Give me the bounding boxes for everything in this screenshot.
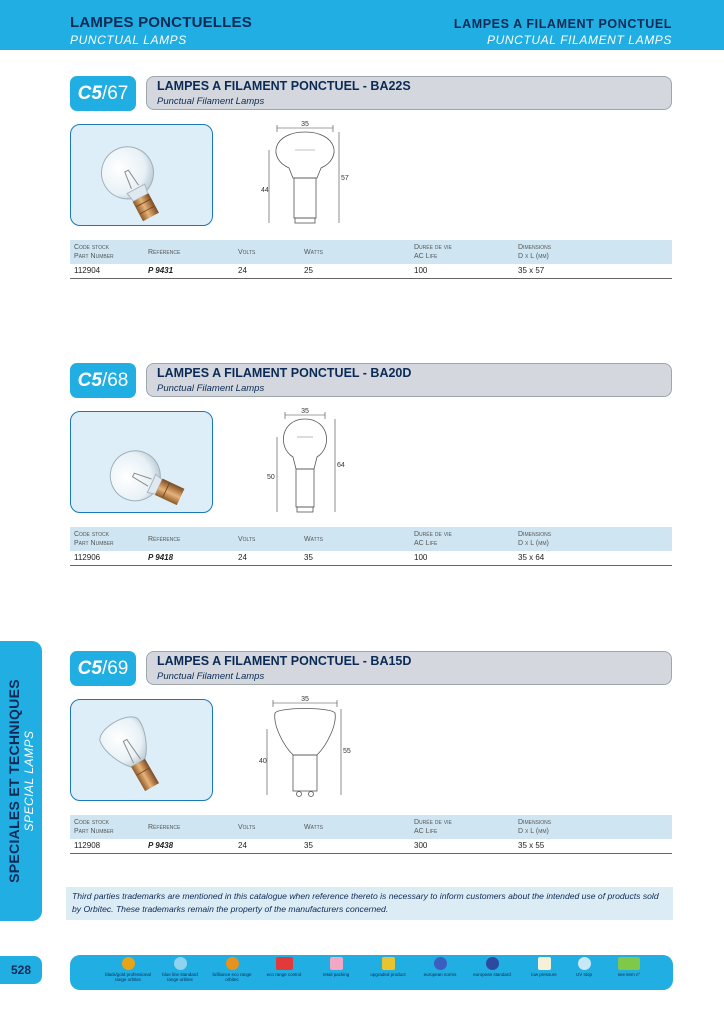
- badge-number: /69: [101, 657, 129, 679]
- legend-item: upgraded product: [364, 957, 412, 977]
- badge-prefix: C5: [77, 369, 102, 391]
- col-volts: Volts: [238, 249, 256, 256]
- neck-dimension: 40: [259, 758, 267, 765]
- col-dim-en: D x L (mm): [518, 253, 549, 260]
- ae-icon: [618, 957, 640, 970]
- col-reference: Référence: [148, 536, 181, 543]
- col-dim-en: D x L (mm): [518, 828, 549, 835]
- blue-line-icon: [174, 957, 187, 970]
- legend-item: see item n°: [605, 957, 653, 977]
- cell-watts: 25: [304, 266, 313, 275]
- table-header: [70, 815, 672, 839]
- col-watts: Watts: [304, 536, 324, 543]
- cell-code: 112908: [74, 841, 101, 850]
- cell-watts: 35: [304, 841, 313, 850]
- badge-prefix: C5: [77, 657, 102, 679]
- col-code-en: Part Number: [74, 540, 114, 547]
- legend-item: brilliance eco range orbitec: [208, 957, 256, 982]
- col-reference: Référence: [148, 249, 181, 256]
- black-gold-icon: [122, 957, 135, 970]
- col-volts: Volts: [238, 536, 256, 543]
- badge-number: /67: [101, 82, 129, 104]
- lamp-image: [71, 412, 213, 513]
- col-volts: Volts: [238, 824, 256, 831]
- category-side-label: [6, 679, 36, 883]
- col-dim-en: D x L (mm): [518, 540, 549, 547]
- badge-number: /68: [101, 369, 129, 391]
- table-row: [70, 840, 672, 854]
- uv-stop-icon: [578, 957, 591, 970]
- product-title: LAMPES A FILAMENT PONCTUEL - BA15D: [157, 654, 412, 668]
- cell-reference: P 9418: [148, 553, 174, 562]
- cell-life: 100: [414, 266, 428, 275]
- cell-code: 112904: [74, 266, 101, 275]
- lamp-dimension-drawing: [255, 120, 365, 232]
- product-title: LAMPES A FILAMENT PONCTUEL - BA22S: [157, 79, 411, 93]
- col-watts: Watts: [304, 824, 324, 831]
- hid-icon: [276, 957, 293, 970]
- legend-item: retail packing: [312, 957, 360, 977]
- product-section: [0, 363, 724, 573]
- cell-volts: 24: [238, 553, 247, 562]
- legend-item: blue line standard range orbitec: [156, 957, 204, 982]
- lamp-photo: [70, 699, 213, 801]
- side-tab-title: SPECIALES ET TECHNIQUES: [6, 679, 22, 883]
- col-life-fr: Durée de vie: [414, 244, 452, 251]
- lamp-dimension-drawing: [255, 695, 365, 807]
- badge-prefix: C5: [77, 82, 102, 104]
- product-title-box: [146, 363, 672, 397]
- product-title: LAMPES A FILAMENT PONCTUEL - BA20D: [157, 366, 412, 380]
- lamp-photo: [70, 124, 213, 226]
- header-left-subtitle: PUNCTUAL LAMPS: [70, 33, 187, 47]
- lamp-image: [71, 125, 213, 226]
- width-dimension: 35: [301, 408, 309, 415]
- product-subtitle: Punctual Filament Lamps: [157, 671, 265, 682]
- col-dim-fr: Dimensions: [518, 244, 552, 251]
- product-code-badge: [70, 76, 136, 111]
- neck-dimension: 50: [267, 474, 275, 481]
- product-subtitle: Punctual Filament Lamps: [157, 383, 265, 394]
- page-header: [0, 0, 724, 50]
- trademark-disclaimer: Third parties trademarks are mentioned in this catalogue when reference thereto is necessary to inform customers about the intended use of products sold by Orbitec. These trademarks remain the property of the manufacturers concerned.: [66, 887, 673, 920]
- table-header: [70, 527, 672, 551]
- cell-dimensions: 35 x 57: [518, 266, 545, 275]
- header-left-title: LAMPES PONCTUELLES: [70, 14, 252, 31]
- col-dim-fr: Dimensions: [518, 819, 552, 826]
- table-row: [70, 552, 672, 566]
- cell-volts: 24: [238, 841, 247, 850]
- col-reference: Référence: [148, 824, 181, 831]
- cell-volts: 24: [238, 266, 247, 275]
- height-dimension: 55: [343, 748, 351, 755]
- col-code-en: Part Number: [74, 253, 114, 260]
- col-life-en: AC Life: [414, 540, 438, 547]
- legend-item: european standard: [468, 957, 516, 977]
- legend-item: black/gold professional range orbitec: [104, 957, 152, 982]
- orbitronic-icon: [226, 957, 239, 970]
- header-right-subtitle: PUNCTUAL FILAMENT LAMPS: [487, 33, 672, 47]
- cell-life: 300: [414, 841, 428, 850]
- cell-life: 100: [414, 553, 428, 562]
- col-life-fr: Durée de vie: [414, 531, 452, 538]
- legend-item: eco range control: [260, 957, 308, 977]
- blister-icon: [330, 957, 343, 970]
- cell-code: 112906: [74, 553, 101, 562]
- cell-reference: P 9431: [148, 266, 174, 275]
- height-dimension: 64: [337, 462, 345, 469]
- cell-dimensions: 35 x 64: [518, 553, 545, 562]
- neck-dimension: 44: [261, 187, 269, 194]
- legend-item: low pressure: [520, 957, 568, 977]
- product-title-box: [146, 76, 672, 110]
- european-standard-icon: [486, 957, 499, 970]
- cell-dimensions: 35 x 55: [518, 841, 545, 850]
- col-life-en: AC Life: [414, 828, 438, 835]
- col-code-fr: Code stock: [74, 531, 109, 538]
- european-norm-icon: [434, 957, 447, 970]
- width-dimension: 35: [301, 121, 309, 128]
- col-code-fr: Code stock: [74, 244, 109, 251]
- product-section: [0, 76, 724, 286]
- width-dimension: 35: [301, 696, 309, 703]
- col-life-fr: Durée de vie: [414, 819, 452, 826]
- side-tab-subtitle: SPECIAL LAMPS: [22, 730, 36, 832]
- height-dimension: 57: [341, 175, 349, 182]
- lamp-dimension-drawing: [255, 407, 365, 519]
- table-header: [70, 240, 672, 264]
- cell-watts: 35: [304, 553, 313, 562]
- legend-item: european norms: [416, 957, 464, 977]
- table-row: [70, 265, 672, 279]
- col-code-fr: Code stock: [74, 819, 109, 826]
- product-code-badge: [70, 651, 136, 686]
- col-life-en: AC Life: [414, 253, 438, 260]
- product-title-box: [146, 651, 672, 685]
- legend-item: UV stop: [560, 957, 608, 977]
- low-pressure-icon: [538, 957, 551, 970]
- upgraded-product-icon: [382, 957, 395, 970]
- legend-icon-bar: [70, 955, 673, 990]
- lamp-photo: [70, 411, 213, 513]
- lamp-image: [71, 700, 213, 801]
- col-watts: Watts: [304, 249, 324, 256]
- header-right-title: LAMPES A FILAMENT PONCTUEL: [453, 17, 672, 31]
- col-dim-fr: Dimensions: [518, 531, 552, 538]
- col-code-en: Part Number: [74, 828, 114, 835]
- product-code-badge: [70, 363, 136, 398]
- product-section: [0, 651, 724, 861]
- page-number: 528: [0, 956, 42, 984]
- product-subtitle: Punctual Filament Lamps: [157, 96, 265, 107]
- cell-reference: P 9438: [148, 841, 174, 850]
